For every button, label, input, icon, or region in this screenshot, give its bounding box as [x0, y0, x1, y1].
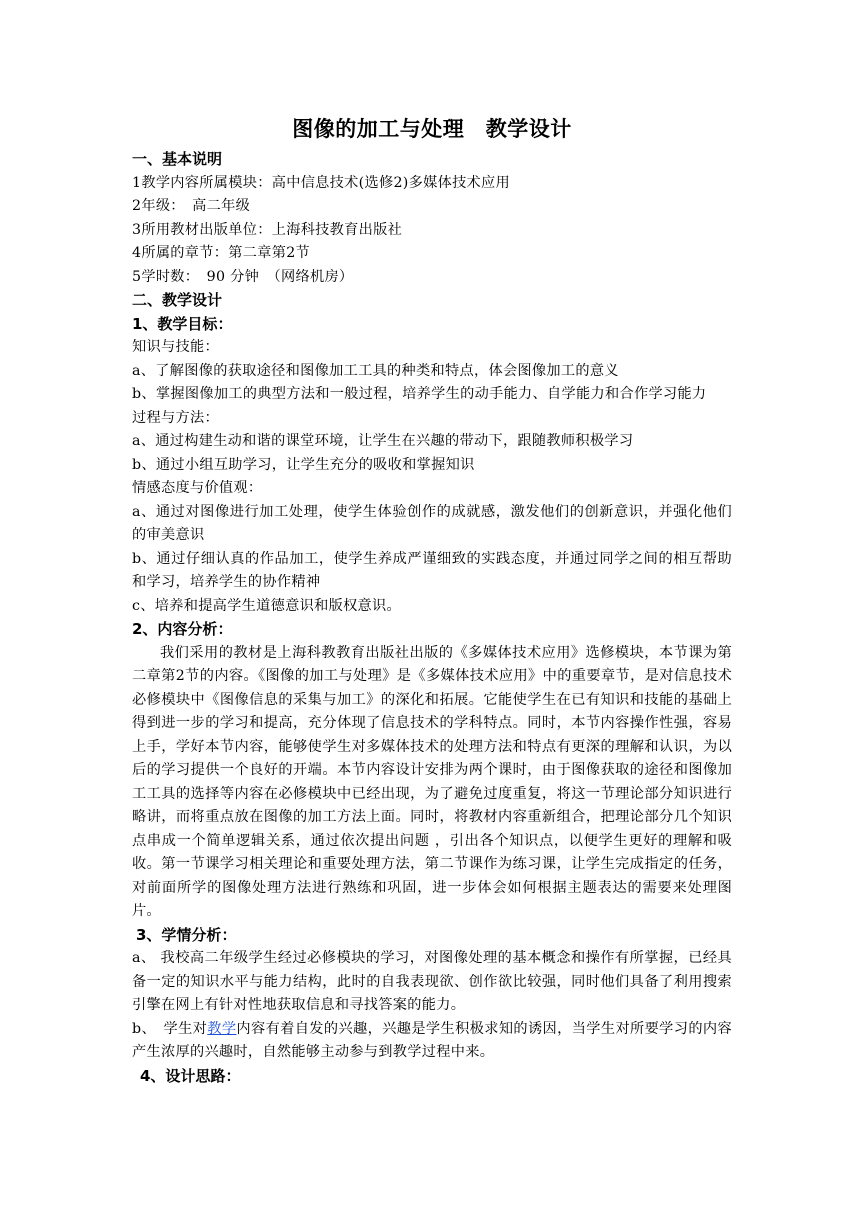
content-analysis-paragraph: 我们采用的教材是上海科教教育出版社出版的《多媒体技术应用》选修模块，本节课为第二章第2节的内容。《图像的加工与处理》是《多媒体技术应用》中的重要章节，是对信息技术必修模块中《图像信息的采集与加工》的深化和拓展。它能使学生在已有知识和技能的基础上得到进一步的学习和提高，充分体现了信息技术的学科特点。同时，本节内容操作性强，容易上手，学好本节内容，能够使学生对多媒体技术的处理方法和特点有更深的理解和认识，为以后的学习提供一个良好的开端。本节内容设计安排为两个课时，由于图像获取的途径和图像加工工具的选择等内容在必修模块中已经出现，为了避免过度重复，将这一节理论部分知识进行略讲，而将重点放在图像的加工方法上面。同时，将教材内容重新组合，把理论部分几个知识点串成一个简单逻辑关系，通过依次提出问题 ，引出各个知识点，以便学生更好的理解和吸收。第一节课学习相关理论和重要处理方法，第二节课作为练习课，让学生完成指定的任务，对前面所学的图像处理方法进行熟练和巩固，进一步体会如何根据主题表达的需要来处理图片。	[132, 644, 732, 919]
info-line-chapter: 4所属的章节：第二章第2节	[132, 245, 311, 261]
document-page	[132, 112, 732, 1088]
goals-process-item-a: a、通过构建生动和谐的课堂环境，让学生在兴趣的带动下，跟随教师积极学习	[132, 433, 634, 449]
info-line-publisher: 3所用教材出版单位：上海科技教育出版社	[132, 221, 403, 238]
goals-knowledge-label: 知识与技能：	[132, 339, 219, 355]
info-line-grade: 2年级： 高二年级	[132, 198, 251, 214]
subsection-heading-learners: 3、学情分析：	[136, 925, 237, 944]
goals-emotion-item-b: b、通过仔细认真的作品加工，使学生养成严谨细致的实践态度，并通过同学之间的相互帮助和学习，培养学生的协作精神	[132, 550, 732, 590]
learners-item-a: a、 我校高二年级学生经过必修模块的学习，对图像处理的基本概念和操作有所掌握，已经具备一定的知识水平与能力结构，此时的自我表现欲、创作欲比较强，同时他们具备了利用搜索引擎在网上有针对性地获取信息和寻找答案的能力。	[132, 950, 732, 1013]
goals-process-item-b: b、通过小组互助学习，让学生充分的吸收和掌握知识	[132, 456, 475, 473]
subsection-heading-content: 2、内容分析：	[132, 620, 233, 638]
info-line-hours: 5学时数： 90 分钟 （网络机房）	[132, 268, 354, 285]
teaching-link[interactable]: 教学	[207, 1020, 237, 1037]
learners-item-b	[132, 1018, 732, 1065]
learners-item-b-prefix: b、 学生对	[132, 1020, 208, 1037]
goals-emotion-label: 情感态度与价值观：	[132, 480, 263, 496]
section-heading-basic-info: 一、基本说明	[132, 150, 223, 168]
section-heading-teaching-design: 二、教学设计	[132, 291, 223, 309]
subsection-heading-goals: 1、教学目标：	[132, 314, 233, 333]
goals-emotion-item-a: a、通过对图像进行加工处理，使学生体验创作的成就感，激发他们的创新意识，并强化他们的审美意识	[132, 503, 732, 543]
subsection-heading-design: 4、设计思路：	[140, 1066, 241, 1085]
goals-emotion-item-c: c、培养和提高学生道德意识和版权意识。	[132, 597, 402, 614]
goals-knowledge-item-a: a、了解图像的获取途径和图像加工工具的种类和特点，体会图像加工的意义	[132, 362, 619, 379]
document-title: 图像的加工与处理 教学设计	[292, 117, 572, 141]
goals-knowledge-item-b: b、掌握图像加工的典型方法和一般过程，培养学生的动手能力、自学能力和合作学习能力	[132, 386, 707, 402]
goals-process-label: 过程与方法：	[132, 409, 219, 426]
info-line-module: 1教学内容所属模块：高中信息技术(选修2)多媒体技术应用	[132, 174, 511, 191]
learners-item-b-suffix: 内容有着自发的兴趣，兴趣是学生积极求知的诱因，当学生对所要学习的内容产生浓厚的兴趣时，自然能够主动参与到教学过程中来。	[132, 1020, 732, 1060]
